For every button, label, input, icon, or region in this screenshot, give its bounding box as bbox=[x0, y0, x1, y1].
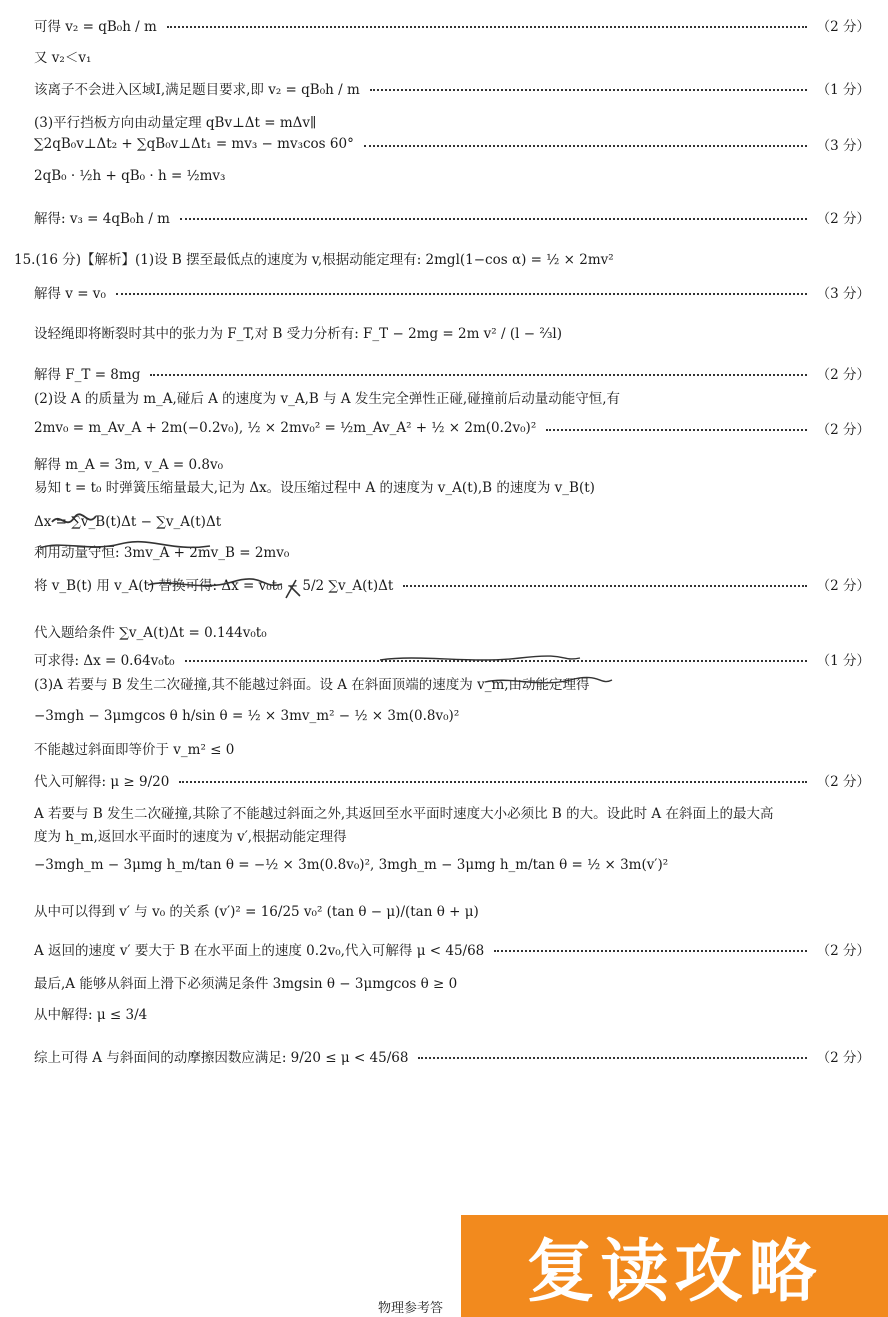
line-text: (3)A 若要与 B 发生二次碰撞,其不能越过斜面。设 A 在斜面顶端的速度为 v_m,由动能定理得 bbox=[34, 677, 590, 693]
dot-leader bbox=[370, 89, 807, 91]
answer-line-3 bbox=[34, 71, 870, 105]
line-text: 又 v₂＜v₁ bbox=[34, 50, 92, 66]
answer-line-22 bbox=[34, 700, 870, 732]
dot-leader bbox=[150, 374, 806, 376]
answer-line-24 bbox=[34, 764, 870, 796]
line-text: 2qB₀ · ½h + qB₀ · h = ½mv₃ bbox=[34, 168, 226, 184]
answer-line-28 bbox=[34, 892, 870, 928]
score-label: （2 分） bbox=[816, 211, 870, 227]
answer-line-29 bbox=[34, 933, 870, 965]
answer-line-21 bbox=[34, 672, 870, 694]
line-text: 该离子不会进入区域Ⅰ,满足题目要求,即 v₂ = qB₀h / m bbox=[34, 82, 360, 98]
dot-leader bbox=[167, 26, 807, 28]
score-label: （1 分） bbox=[816, 653, 870, 669]
line-text: ∑2qB₀v⊥Δt₂ + ∑qB₀v⊥Δt₁ = mv₃ − mv₃cos 60° bbox=[34, 136, 354, 152]
line-text: (3)平行挡板方向由动量定理 qBv⊥Δt = mΔv∥ bbox=[34, 115, 317, 131]
line-text: 从中解得: μ ≤ 3/4 bbox=[34, 1007, 148, 1023]
line-text: 2mv₀ = m_Av_A + 2m(−0.2v₀), ½ × 2mv₀² = ½m_Av_A² + ½ × 2m(0.2v₀)² bbox=[34, 420, 537, 436]
answer-line-18 bbox=[34, 568, 870, 600]
line-text: 解得 v = v₀ bbox=[34, 286, 106, 302]
line-text: 可求得: Δx = 0.64v₀t₀ bbox=[34, 653, 175, 669]
dot-leader bbox=[116, 293, 807, 295]
line-text: 度为 h_m,返回水平面时的速度为 v′,根据动能定理得 bbox=[34, 829, 347, 845]
line-text: 综上可得 A 与斜面间的动摩擦因数应满足: 9/20 ≤ μ < 45/68 bbox=[34, 1050, 409, 1066]
watermark-banner: 复读攻略 bbox=[461, 1215, 888, 1317]
answer-line-31 bbox=[34, 997, 870, 1029]
answer-line-30 bbox=[34, 971, 870, 993]
line-text: 代入可解得: μ ≥ 9/20 bbox=[34, 774, 170, 790]
line-text: 代入题给条件 ∑v_A(t)Δt = 0.144v₀t₀ bbox=[34, 625, 267, 641]
line-text: 利用动量守恒: 3mv_A + 2mv_B = 2mv₀ bbox=[34, 545, 290, 561]
line-text: 解得 m_A = 3m, v_A = 0.8v₀ bbox=[34, 457, 223, 473]
answer-line-5 bbox=[34, 133, 870, 155]
score-label: （2 分） bbox=[816, 578, 870, 594]
line-text: A 若要与 B 发生二次碰撞,其除了不能越过斜面之外,其返回至水平面时速度大小必须比 B 的大。设此时 A 在斜面上的最大高 bbox=[34, 806, 774, 822]
dot-leader bbox=[403, 585, 806, 587]
line-text: 从中可以得到 v′ 与 v₀ 的关系 (v′)² = 16/25 v₀² (tan θ − μ)/(tan θ + μ) bbox=[34, 904, 479, 920]
answer-line-2 bbox=[34, 45, 870, 67]
answer-line-8 bbox=[14, 243, 870, 273]
score-label: （2 分） bbox=[816, 943, 870, 959]
dot-leader bbox=[418, 1057, 806, 1059]
dot-leader bbox=[364, 145, 807, 147]
answer-line-6 bbox=[34, 161, 870, 191]
answer-line-14 bbox=[34, 452, 870, 474]
dot-leader bbox=[180, 218, 807, 220]
answer-line-20 bbox=[34, 648, 870, 670]
line-text: 最后,A 能够从斜面上滑下必须满足条件 3mgsin θ − 3μmgcos θ ≥ 0 bbox=[34, 976, 458, 992]
dot-leader bbox=[179, 781, 806, 783]
answer-line-16 bbox=[34, 508, 870, 536]
answer-line-12 bbox=[34, 386, 870, 408]
answer-line-7 bbox=[34, 200, 870, 234]
answer-line-9 bbox=[34, 281, 870, 303]
score-label: （2 分） bbox=[816, 1050, 870, 1066]
answer-line-10 bbox=[34, 310, 870, 354]
dot-leader bbox=[546, 429, 806, 431]
answer-line-11 bbox=[34, 362, 870, 384]
answer-line-23 bbox=[34, 737, 870, 759]
answer-line-15 bbox=[34, 475, 870, 497]
line-text: 解得 F_T = 8mg bbox=[34, 367, 141, 383]
score-label: （2 分） bbox=[816, 774, 870, 790]
dot-leader bbox=[185, 660, 807, 662]
answer-line-13 bbox=[34, 412, 870, 444]
answer-line-26 bbox=[34, 824, 870, 846]
answer-line-25 bbox=[34, 801, 870, 823]
score-label: （2 分） bbox=[816, 422, 870, 438]
answer-line-4 bbox=[34, 110, 870, 132]
line-text: −3mgh − 3μmgcos θ h/sin θ = ½ × 3mv_m² − ½ × 3m(0.8v₀)² bbox=[34, 708, 460, 724]
line-text: 15.(16 分)【解析】(1)设 B 摆至最低点的速度为 v,根据动能定理有: 2mgl(1−cos α) = ½ × 2mv² bbox=[14, 252, 614, 268]
line-text: A 返回的速度 v′ 要大于 B 在水平面上的速度 0.2v₀,代入可解得 μ < 45/68 bbox=[34, 943, 485, 959]
line-text: 将 v_B(t) 用 v_A(t) 替换可得: Δx = v₀t₀ − 5/2 ∑v_A(t)Δt bbox=[34, 578, 394, 594]
line-text: 解得: v₃ = 4qB₀h / m bbox=[34, 211, 170, 227]
answer-line-1 bbox=[34, 8, 870, 42]
answer-line-32 bbox=[34, 1040, 870, 1072]
answer-line-17 bbox=[34, 540, 870, 562]
score-label: （3 分） bbox=[816, 138, 870, 154]
score-label: （3 分） bbox=[816, 286, 870, 302]
score-label: （2 分） bbox=[816, 19, 870, 35]
line-text: 不能越过斜面即等价于 v_m² ≤ 0 bbox=[34, 742, 235, 758]
line-text: 设轻绳即将断裂时其中的张力为 F_T,对 B 受力分析有: F_T − 2mg = 2m v² / (l − ⅔l) bbox=[34, 326, 563, 342]
score-label: （2 分） bbox=[816, 367, 870, 383]
page-footer: 物理参考答 bbox=[378, 1301, 444, 1316]
line-text: −3mgh_m − 3μmg h_m/tan θ = −½ × 3m(0.8v₀)², 3mgh_m − 3μmg h_m/tan θ = ½ × 3m(v′)² bbox=[34, 857, 669, 873]
line-text: Δx = ∑v_B(t)Δt − ∑v_A(t)Δt bbox=[34, 514, 222, 530]
line-text: 可得 v₂ = qB₀h / m bbox=[34, 19, 157, 35]
score-label: （1 分） bbox=[816, 82, 870, 98]
answer-line-27 bbox=[34, 848, 870, 882]
dot-leader bbox=[494, 950, 806, 952]
line-text: 易知 t = t₀ 时弹簧压缩量最大,记为 Δx。设压缩过程中 A 的速度为 v_A(t),B 的速度为 v_B(t) bbox=[34, 480, 595, 496]
line-text: (2)设 A 的质量为 m_A,碰后 A 的速度为 v_A,B 与 A 发生完全弹性正碰,碰撞前后动量动能守恒,有 bbox=[34, 391, 621, 407]
answer-line-19 bbox=[34, 618, 870, 644]
